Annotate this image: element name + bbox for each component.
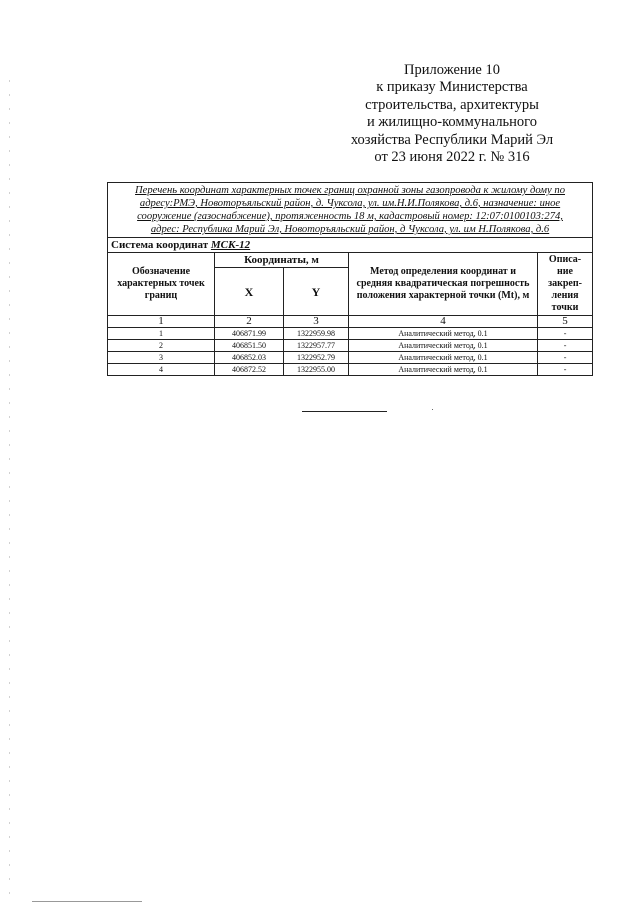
- coord-y: 1322957.77: [284, 340, 349, 352]
- column-number: 3: [284, 316, 349, 328]
- header-y: Y: [284, 268, 349, 316]
- header-point-designation: Обозначение характерных точек границ: [108, 253, 215, 316]
- scan-speck: [432, 409, 433, 410]
- coord-x: 406871.99: [215, 328, 284, 340]
- point-description: -: [538, 340, 593, 352]
- scan-edge-marks: [9, 80, 10, 900]
- column-number: 4: [349, 316, 538, 328]
- coordinates-table: [107, 182, 593, 376]
- closing-rule: [302, 411, 387, 412]
- table-row: [108, 352, 593, 364]
- header-point-description: Описа-ние закреп-ления точки: [538, 253, 593, 316]
- header-line: от 23 июня 2022 г. № 316: [374, 149, 530, 166]
- point-description: -: [538, 352, 593, 364]
- method: Аналитический метод, 0.1: [349, 352, 538, 364]
- method: Аналитический метод, 0.1: [349, 328, 538, 340]
- header-line: строительства, архитектуры: [365, 96, 539, 113]
- column-number: 2: [215, 316, 284, 328]
- point-number: 2: [108, 340, 215, 352]
- point-description: -: [538, 364, 593, 376]
- description-line: Перечень координат характерных точек границ охранной зоны газопровода к жилому дому по: [135, 185, 565, 196]
- table-row: [108, 328, 593, 340]
- coordinate-system-label: Система координат: [111, 239, 211, 251]
- description-line: адрес: Республика Марий Эл, Новоторъяльский район, д Чуксола, ул. им Н.Полякова, д.6: [150, 224, 550, 235]
- coord-y: 1322959.98: [284, 328, 349, 340]
- appendix-header: [330, 62, 574, 166]
- header-line: и жилищно-коммунального: [366, 114, 538, 131]
- header-x: X: [215, 268, 284, 316]
- header-coordinates: Координаты, м: [215, 253, 349, 268]
- header-method: Метод определения координат и средняя квадратическая погрешность положения характерной точки (Mt), м: [349, 253, 538, 316]
- coord-y: 1322955.00: [284, 364, 349, 376]
- column-number: 5: [538, 316, 593, 328]
- coord-x: 406872.52: [215, 364, 284, 376]
- header-line: хозяйства Республики Марий Эл: [350, 131, 554, 148]
- point-description: -: [538, 328, 593, 340]
- table-row: [108, 340, 593, 352]
- description-line: сооружение (газоснабжение), протяженность 18 м, кадастровый номер: 12:07:0100103:274,: [137, 211, 563, 222]
- table-row: [108, 364, 593, 376]
- coord-y: 1322952.79: [284, 352, 349, 364]
- header-line: к приказу Министерства: [376, 79, 528, 96]
- coord-x: 406852.03: [215, 352, 284, 364]
- point-number: 4: [108, 364, 215, 376]
- column-number: 1: [108, 316, 215, 328]
- point-number: 1: [108, 328, 215, 340]
- table-description: [108, 183, 593, 238]
- coordinate-system-name: МСК-12: [210, 239, 251, 251]
- method: Аналитический метод, 0.1: [349, 340, 538, 352]
- point-number: 3: [108, 352, 215, 364]
- coordinate-system: [108, 238, 593, 253]
- header-line: Приложение 10: [404, 62, 500, 78]
- description-line: адресу:РМЭ, Новоторъяльский район, д. Чуксола, ул. им.Н.И.Полякова, д.6, назначение: иное: [139, 198, 561, 209]
- column-numbers-row: [108, 316, 593, 328]
- coord-x: 406851.50: [215, 340, 284, 352]
- bottom-scan-line: [32, 901, 142, 902]
- method: Аналитический метод, 0.1: [349, 364, 538, 376]
